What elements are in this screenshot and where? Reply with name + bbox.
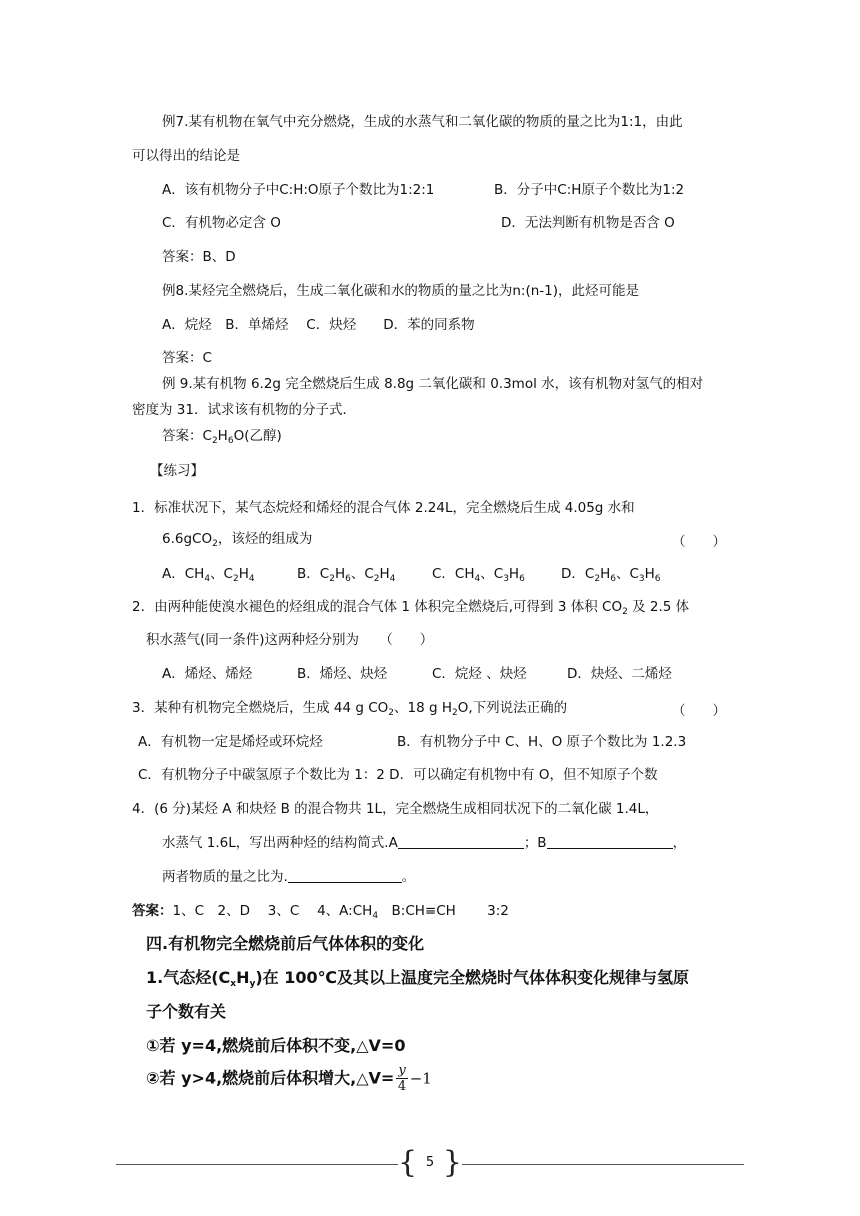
q2-option-b: B．烯烃、炔烃	[297, 666, 388, 682]
q2-line1: 2．由两种能使溴水褪色的烃组成的混合气体 1 体积完全燃烧后,可得到 3 体积 $CO_2$ 及 2.5 体	[132, 599, 690, 617]
right-brace-icon: }	[442, 1145, 462, 1180]
q1-option-b: B．$C_2H_6$、$C_2H_4$	[297, 566, 396, 584]
q3-option-a: A．有机物一定是烯烃或环烷烃	[138, 734, 323, 750]
ex8-answer: 答案：C	[162, 350, 212, 366]
ex7-line2: 可以得出的结论是	[132, 148, 240, 164]
practice-title: 【练习】	[150, 463, 204, 479]
q1-option-a: A．$CH_4$、$C_2H_4$	[162, 566, 255, 584]
ex9-line1: 例 9.某有机物 6.2g 完全燃烧后生成 8.8g 二氧化碳和 0.3mol 水，该有机物对氢气的相对	[162, 376, 704, 392]
ex7-option-d: D．无法判断有机物是否含 O	[501, 215, 675, 231]
section4-rule1-line1: 1.气态烃$(C_xH_y)$在 100℃及其以上温度完全燃烧时气体体积变化规律与氢原	[146, 968, 690, 989]
ex7-line1: 例7.某有机物在氧气中充分燃烧，生成的水蒸气和二氧化碳的物质的量之比为1:1，由此	[162, 114, 683, 130]
footer-rule-right	[462, 1164, 744, 1165]
section4-case2: ②若 y>4,燃烧前后体积增大,△V= $\frac{y}{4}$ −1	[146, 1063, 432, 1094]
q4-line3: 两者物质的量之比为. 。	[162, 869, 416, 885]
ex9-answer: 答案：$C_2H_6O$(乙醇)	[162, 428, 282, 446]
section4-case1: ①若 y=4,燃烧前后体积不变,△V=0	[146, 1036, 406, 1055]
ex7-option-b: B．分子中C:H原子个数比为1:2	[494, 182, 685, 198]
q1-line2: 6.6gCO$_2$，该烃的组成为	[162, 531, 313, 549]
footer-rule-left	[116, 1164, 398, 1165]
q4-line1: 4．(6 分)某烃 A 和炔烃 B 的混合物共 1L，完全燃烧生成相同状况下的二氧化碳 1.4L，	[132, 801, 659, 817]
q3-option-cd: C．有机物分子中碳氢原子个数比为 1：2 D．可以确定有机物中有 O，但不知原子个数	[138, 767, 658, 783]
ex8-line1: 例8.某烃完全燃烧后，生成二氧化碳和水的物质的量之比为n:(n-1)，此烃可能是	[162, 283, 640, 299]
ex7-option-a: A．该有机物分子中C:H:O原子个数比为1:2:1	[162, 182, 435, 198]
q2-answer-paren: （ ）	[386, 632, 434, 648]
left-brace-icon: {	[398, 1145, 418, 1180]
q2-option-d: D．炔烃、二烯烃	[567, 666, 672, 682]
formula-fraction: $\frac{y}{4}$	[397, 1063, 407, 1094]
q3-answer-paren: （ ）	[672, 703, 726, 719]
q4-blank-ratio	[288, 868, 402, 883]
section4-title: 四.有机物完全燃烧前后气体体积的变化	[146, 934, 425, 953]
q1-option-d: D．$C_2H_6$、$C_3H_6$	[561, 566, 661, 584]
practice-answers: 答案：1、C 2、D 3、C 4、$A:CH_4$ B:CH≡CH 3:2	[132, 903, 509, 921]
q1-line1: 1．标准状况下，某气态烷烃和烯烃的混合气体 2.24L，完全燃烧后生成 4.05g 水和	[132, 500, 635, 516]
q2-option-a: A．烯烃、烯烃	[162, 666, 253, 682]
section4-rule1-line2: 子个数有关	[146, 1002, 227, 1021]
ex9-line2: 密度为 31．试求该有机物的分子式．	[132, 402, 356, 418]
q4-line2: 水蒸气 1.6L，写出两种烃的结构简式.A ；B ，	[162, 835, 687, 851]
q1-option-c: C．$CH_4$、$C_3H_6$	[432, 566, 525, 584]
ex7-option-c: C．有机物必定含 O	[162, 215, 281, 231]
q3-line1: 3．某种有机物完全燃烧后，生成 44 g $CO_2$、18 g $H_2O$,下列说法正确的	[132, 700, 568, 718]
ex7-answer: 答案：B、D	[162, 249, 236, 265]
q3-option-b: B．有机物分子中 C、H、O 原子个数比为 1.2.3	[397, 734, 687, 750]
q2-option-c: C．烷烃 、炔烃	[432, 666, 527, 682]
q2-line2: 积水蒸气(同一条件)这两种烃分别为 （ ）	[146, 632, 434, 648]
q4-blank-a	[398, 834, 524, 849]
page-number-box	[398, 1145, 462, 1180]
ex8-options: A．烷烃 B．单烯烃 C．炔烃 D．苯的同系物	[162, 317, 475, 333]
page-number: 5	[425, 1155, 435, 1170]
q4-blank-b	[547, 834, 673, 849]
q1-answer-paren: （ ）	[672, 534, 726, 550]
